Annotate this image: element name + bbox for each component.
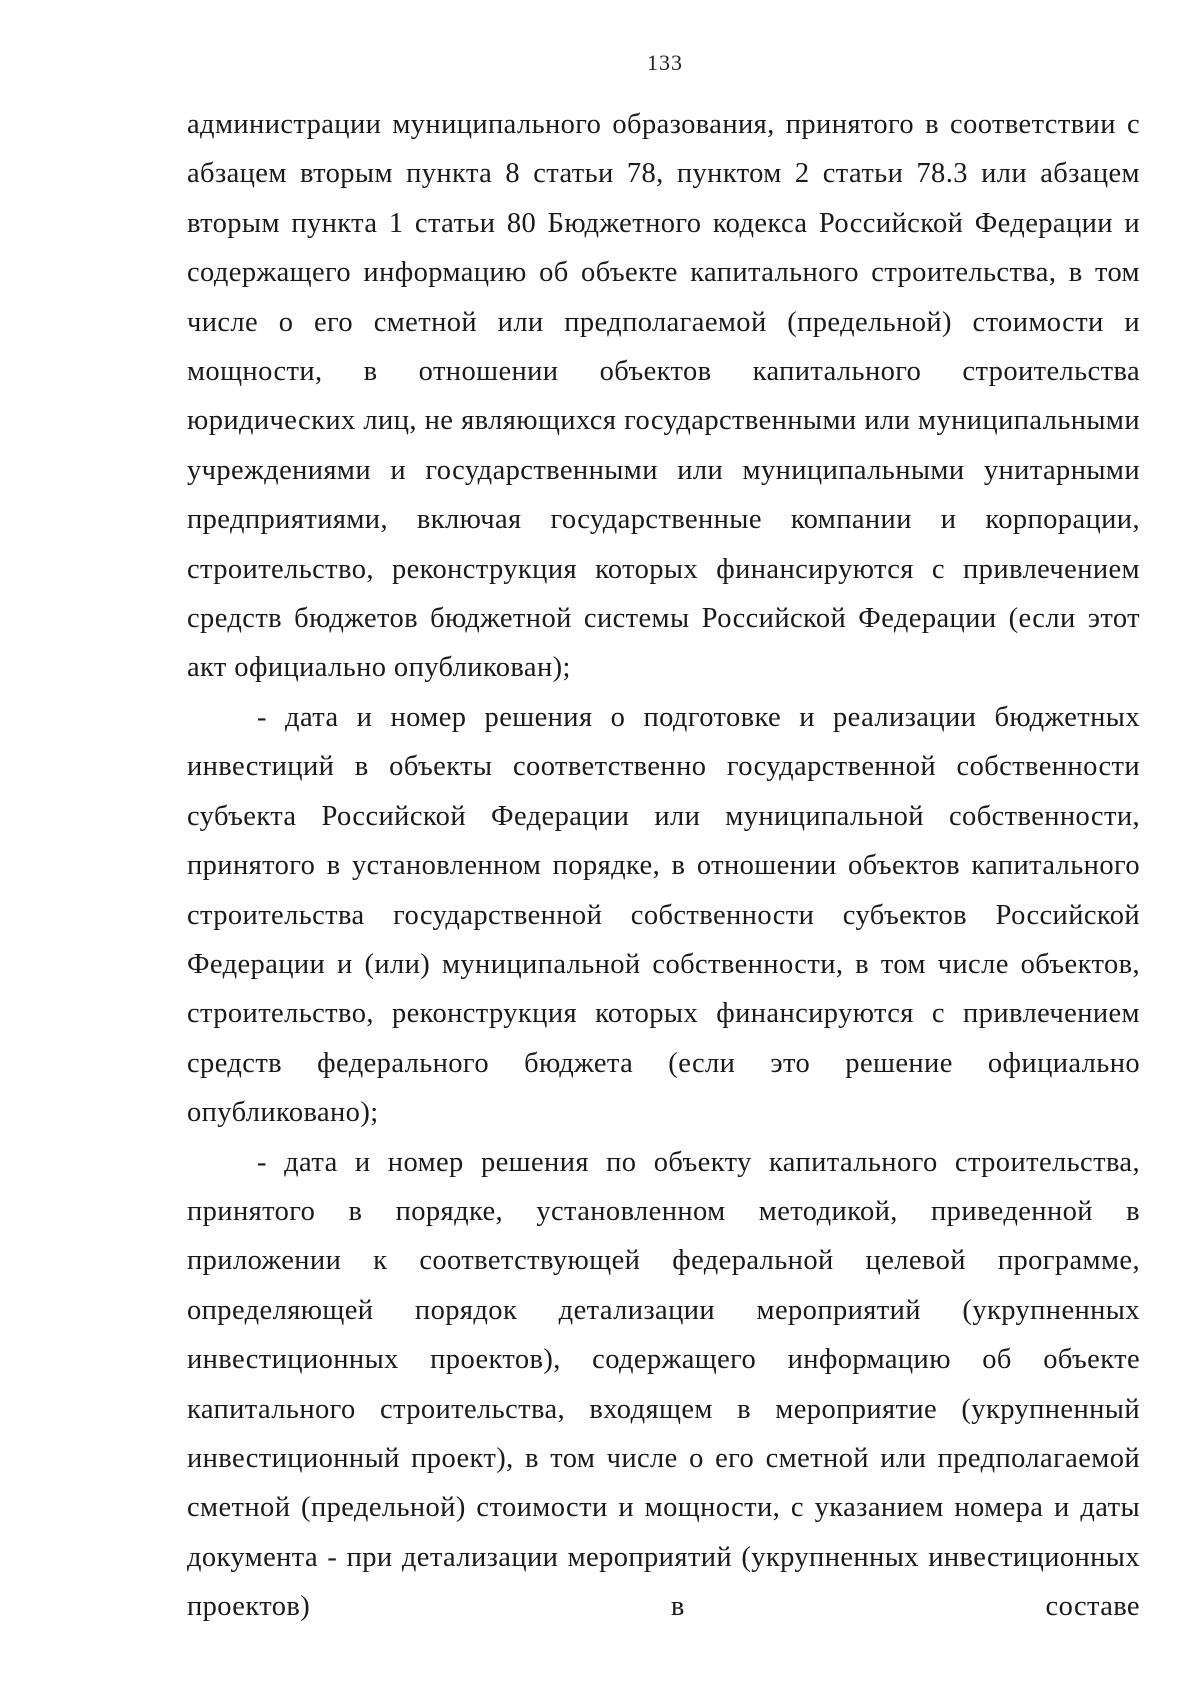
- document-body: [187, 100, 1140, 1632]
- paragraph-decision-budget-investments: - дата и номер решения о подготовке и реализации бюджетных инвестиций в объекты соответственно государственной собственности субъекта Российской Федерации или муниципальной собственности, принятого в установленном порядке, в отношении объектов капитального строительства государственной собственности субъектов Российской Федерации и (или) муниципальной собственности, в том числе объектов, строительство, реконструкция которых финансируются с привлечением средств федерального бюджета (если это решение официально опубликовано);: [187, 701, 1140, 1129]
- paragraph-continuation: администрации муниципального образования, принятого в соответствии с абзацем вторым пункта 8 статьи 78, пунктом 2 статьи 78.3 или абзацем вторым пункта 1 статьи 80 Бюджетного кодекса Российской Федерации и содержащего информацию об объекте капитального строительства, в том числе о его сметной или предполагаемой (предельной) стоимости и мощности, в отношении объектов капитального строительства юридических лиц, не являющихся государственными или муниципальными учреждениями и государственными или муниципальными унитарными предприятиями, включая государственные компании и корпорации, строительство, реконструкция которых финансируются с привлечением средств бюджетов бюджетной системы Российской Федерации (если этот акт официально опубликован);: [187, 109, 1140, 684]
- paragraph-decision-capital-object: - дата и номер решения по объекту капитального строительства, принятого в порядке, установленном методикой, приведенной в приложении к соответствующей федеральной целевой программе, определяющей порядок детализации мероприятий (укрупненных инвестиционных проектов), содержащего информацию об объекте капитального строительства, входящем в мероприятие (укрупненный инвестиционный проект), в том числе о его сметной или предполагаемой сметной (предельной) стоимости и мощности, с указанием номера и даты документа - при детализации мероприятий (укрупненных инвестиционных проектов) в составе: [187, 1146, 1140, 1623]
- page-number: 133: [647, 50, 683, 75]
